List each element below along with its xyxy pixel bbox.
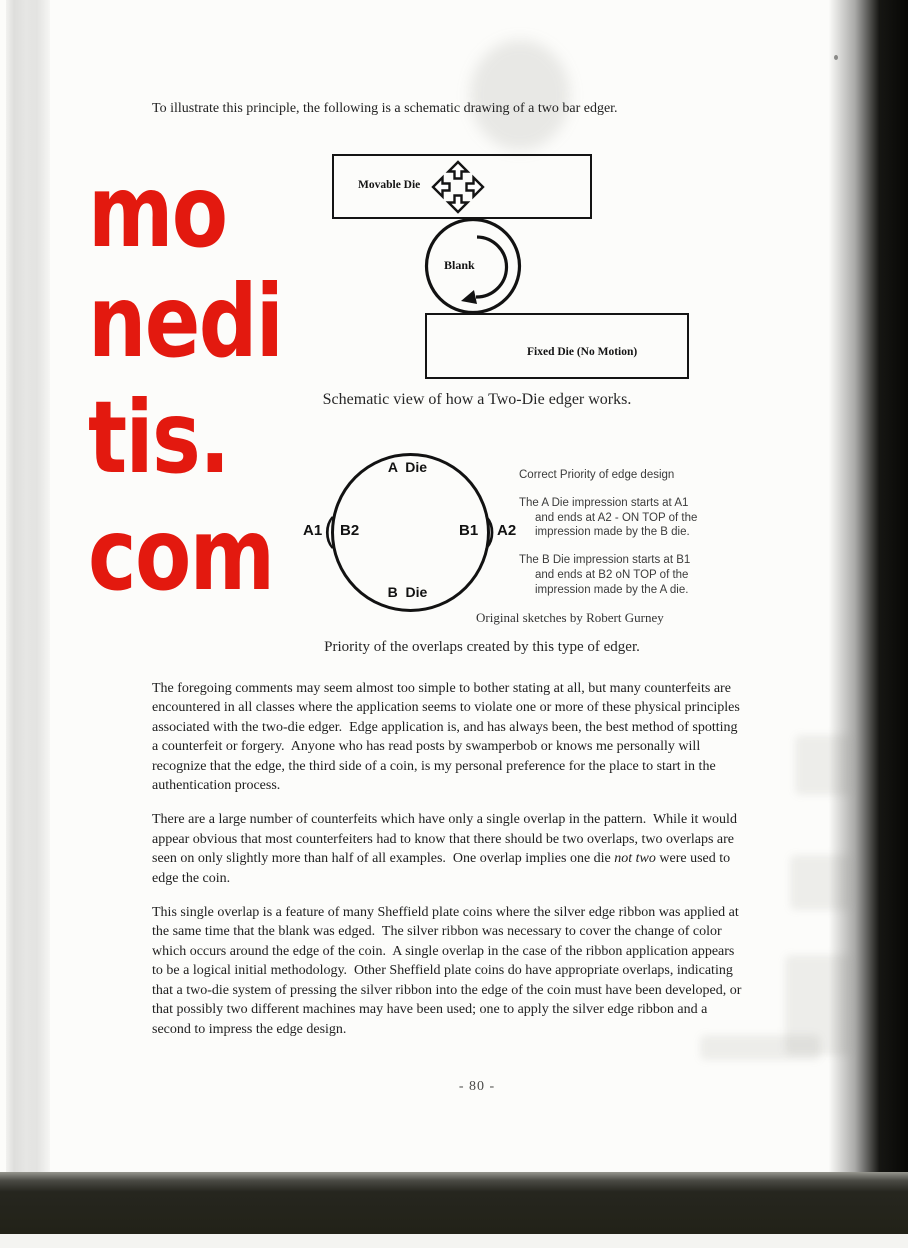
paragraph-gap <box>152 888 862 903</box>
sketch-credit: Original sketches by Robert Gurney <box>476 610 664 625</box>
paragraph-1 <box>152 679 862 795</box>
right-bracket: ) <box>485 509 496 550</box>
page-number: - 80 - <box>458 1079 496 1094</box>
text-line: associated with the two-die edger. Edge application is, and has always been, the best method of spotting <box>152 719 738 735</box>
fixed-die-label: Fixed Die (No Motion) <box>527 346 638 358</box>
a1-label: A1 <box>303 522 323 539</box>
scan-speck <box>834 55 838 60</box>
diagram2-caption: Priority of the overlaps created by this type of edger. <box>324 639 640 655</box>
text-line: appear obvious that most counterfeiters had to know that there should be two overlaps, two overlaps are <box>152 831 735 847</box>
text-line: authentication process. <box>152 778 281 794</box>
text-line: and ends at B2 oN TOP of the <box>535 568 689 581</box>
paragraph-2 <box>152 810 862 888</box>
left-bracket: ( <box>324 509 335 550</box>
text-line: recognize that the edge, the third side of a coin, is my personal preference for the place to start in the <box>152 758 716 774</box>
text-line: encountered in all classes where the application seems to violate one or more of these physical principles <box>152 700 740 716</box>
watermark-line: com <box>88 496 274 613</box>
scan-bottom-band <box>0 1172 908 1234</box>
text-line: to be a logical initial methodology. Other Sheffield plate coins do have appropriate overlaps, indicating <box>152 963 733 979</box>
scan-spine-edge <box>6 0 50 1178</box>
text-line: seen on only slightly more than half of all examples. One overlap implies one die not two were used to <box>152 851 731 867</box>
watermark-line: mo <box>88 153 227 270</box>
text-line: edge the coin. <box>152 870 231 886</box>
scan-smudge <box>470 40 570 150</box>
b2-label: B2 <box>340 522 360 539</box>
four-direction-move-arrows-icon <box>431 160 485 214</box>
text-line: The B Die impression starts at B1 <box>519 554 691 567</box>
text-line: impression made by the B die. <box>535 526 690 539</box>
diagram1-caption: Schematic view of how a Two-Die edger works. <box>322 391 632 408</box>
text-line: The A Die impression starts at A1 <box>519 496 689 509</box>
text-line: the same time that the blank was edged. The silver ribbon was necessary to cover the change of color <box>152 924 722 940</box>
scan-bottom-margin <box>0 1234 908 1248</box>
b1-label: B1 <box>459 522 479 539</box>
blank-label: Blank <box>444 258 475 272</box>
text-line: which occurs around the edge of the coin. A single overlap in the case of the ribbon application appears <box>152 943 735 959</box>
watermark-line: nedi <box>88 263 283 380</box>
priority-note-b <box>519 553 769 597</box>
rotation-arrowhead <box>461 290 477 304</box>
text-line: impression made by the A die. <box>535 583 689 596</box>
watermark-line: tis. <box>88 379 229 496</box>
text-line: that a two-die system of pressing the silver ribbon into the edge of the coin must have been developed, or <box>152 982 742 998</box>
text-line: and ends at A2 - ON TOP of the <box>535 511 698 524</box>
priority-note-title: Correct Priority of edge design <box>519 469 675 481</box>
paragraph-gap <box>152 795 862 810</box>
text-line: second to impress the edge design. <box>152 1021 347 1037</box>
b-die-label: B Die <box>387 584 428 600</box>
text-line: a counterfeit or forgery. Anyone who has read posts by swamperbob or knows me personally will <box>152 739 701 755</box>
body-text <box>152 679 862 1039</box>
movable-die-label: Movable Die <box>358 179 421 191</box>
intro-sentence: To illustrate this principle, the following is a schematic drawing of a two bar edger. <box>152 101 618 116</box>
clockwise-rotation-arrow-icon <box>476 237 507 297</box>
priority-note-a <box>519 496 769 540</box>
text-line: There are a large number of counterfeits which have only a single overlap in the pattern. While it would <box>152 812 737 828</box>
text-line: that possibly two different machines may have been used; one to apply the silver edge ribbon and a <box>152 1002 708 1018</box>
a2-label: A2 <box>497 522 517 539</box>
text-line: The foregoing comments may seem almost too simple to bother stating at all, but many counterfeits are <box>152 681 731 696</box>
priority-note <box>519 468 769 611</box>
paragraph-3 <box>152 903 862 1039</box>
a-die-label: A Die <box>387 459 428 475</box>
text-line: This single overlap is a feature of many Sheffield plate coins where the silver edge ribbon was applied at <box>152 905 739 921</box>
